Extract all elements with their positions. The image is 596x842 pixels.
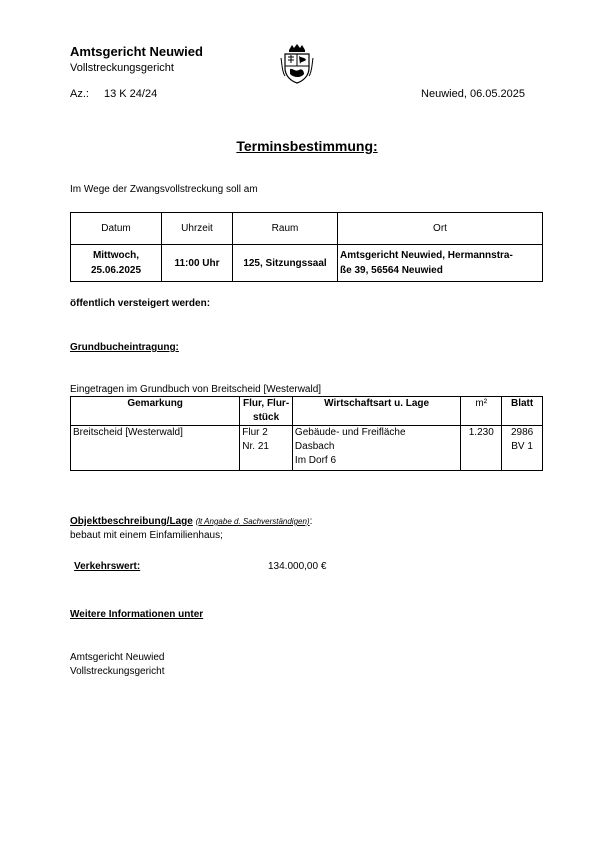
wirt-line3: Im Dorf 6 <box>294 455 337 466</box>
header-ort: Ort <box>338 213 543 245</box>
header-raum: Raum <box>233 213 338 245</box>
cell-m2: 1.230 <box>461 426 502 471</box>
header-wirtschaftsart: Wirtschaftsart u. Lage <box>292 397 460 426</box>
ort-line1: Amtsgericht Neuwied, Hermannstra- <box>340 250 513 261</box>
flur-line2: Nr. 21 <box>242 441 269 452</box>
objekt-heading: Objektbeschreibung/Lage <box>70 516 193 527</box>
grundbuch-table <box>70 396 543 471</box>
more-info-heading: Weitere Informationen unter <box>70 609 204 620</box>
verkehrswert-label: Verkehrswert: <box>74 561 141 572</box>
ort-line2: ße 39, 56564 Neuwied <box>340 265 443 276</box>
wirt-line1: Gebäude- und Freifläche <box>294 427 406 438</box>
intro-text: Im Wege der Zwangsvollstreckung soll am <box>70 184 258 195</box>
cell-flur <box>240 426 293 471</box>
header-gemarkung: Gemarkung <box>71 397 240 426</box>
header-flur-line2: stück <box>253 412 280 423</box>
file-number: 13 K 24/24 <box>104 88 158 100</box>
blatt-line1: 2986 <box>510 427 534 438</box>
header-uhrzeit: Uhrzeit <box>162 213 233 245</box>
cell-datum <box>71 245 162 282</box>
cell-uhrzeit: 11:00 Uhr <box>162 245 233 282</box>
court-department: Vollstreckungsgericht <box>70 62 174 74</box>
objekt-colon: : <box>309 516 313 527</box>
datum-date: 25.06.2025 <box>90 265 142 276</box>
flur-line1: Flur 2 <box>242 427 268 438</box>
header-flur <box>240 397 293 426</box>
schedule-table <box>70 212 543 282</box>
grundbuch-header-row <box>71 397 543 426</box>
schedule-header-row <box>71 213 543 245</box>
cell-raum: 125, Sitzungssaal <box>233 245 338 282</box>
header-datum: Datum <box>71 213 162 245</box>
cell-blatt <box>502 426 543 471</box>
file-number-label: Az.: <box>70 88 89 100</box>
cell-gemarkung: Breitscheid [Westerwald] <box>71 426 240 471</box>
objekt-note: (lt Angabe d. Sachverständigen) <box>195 517 310 526</box>
grundbuch-heading: Grundbucheintragung: <box>70 342 179 353</box>
document-title: Terminsbestimmung: <box>236 138 378 154</box>
grundbuch-intro: Eingetragen im Grundbuch von Breitscheid [Westerwald] <box>70 384 322 395</box>
blatt-line2: BV 1 <box>511 441 533 452</box>
cell-wirtschaftsart <box>292 426 460 471</box>
objekt-heading-line <box>70 516 312 527</box>
footer-department: Vollstreckungsgericht <box>70 666 165 677</box>
place-date: Neuwied, 06.05.2025 <box>421 88 525 100</box>
schedule-row <box>71 245 543 282</box>
grundbuch-row <box>71 426 543 471</box>
coat-of-arms-icon <box>279 42 315 84</box>
court-name: Amtsgericht Neuwied <box>70 44 203 59</box>
cell-ort <box>338 245 543 282</box>
footer-court-name: Amtsgericht Neuwied <box>70 652 165 663</box>
objekt-description: bebaut mit einem Einfamilienhaus; <box>70 530 223 541</box>
wirt-line2: Dasbach <box>294 441 335 452</box>
header-m2: m² <box>461 397 502 426</box>
auction-statement: öffentlich versteigert werden: <box>70 298 211 309</box>
datum-weekday: Mittwoch, <box>92 250 140 261</box>
header-flur-line1: Flur, Flur- <box>243 398 290 409</box>
verkehrswert-value: 134.000,00 € <box>268 561 327 572</box>
header-blatt: Blatt <box>502 397 543 426</box>
